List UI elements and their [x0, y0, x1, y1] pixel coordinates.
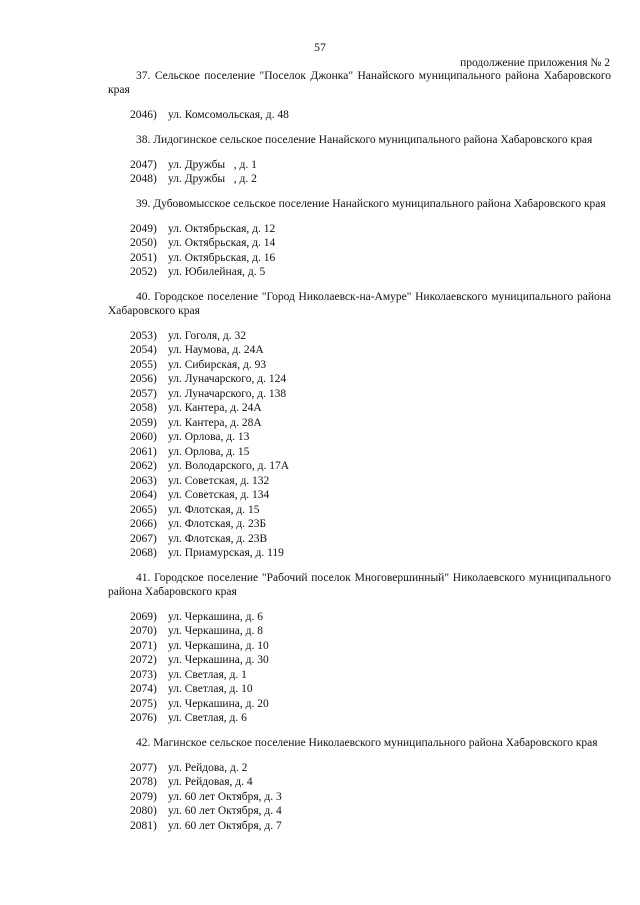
item-address: ул. Комсомольская, д. 48: [168, 109, 289, 121]
item-address: ул. Советская, д. 134: [168, 489, 270, 501]
item-number: 2078): [130, 776, 157, 788]
item-address: ул. Гоголя, д. 32: [168, 329, 247, 342]
item-number: 2051): [130, 251, 157, 264]
item-address: ул. 60 лет Октября, д. 3: [168, 790, 282, 803]
item-address: ул. 60 лет Октября, д. 4: [168, 805, 282, 817]
item-address: ул. Сибирская, д. 93: [168, 358, 267, 371]
item-address: ул. Светлая, д. 1: [168, 668, 247, 681]
section: [108, 571, 611, 726]
address-item: [108, 624, 611, 639]
address-item: [108, 265, 611, 280]
item-address: ул. Флотская, д. 23В: [168, 532, 268, 545]
address-item: [108, 775, 611, 790]
address-item: [108, 653, 611, 668]
section-heading: 40. Городское поселение "Город Николаевск-на-Амуре" Николаевского муниципального района Хабаровского края: [108, 290, 611, 317]
address-list: [108, 108, 611, 123]
item-address: ул. Флотская, д. 15: [168, 503, 260, 516]
item-address: ул. Луначарского, д. 124: [168, 373, 287, 385]
address-item: [108, 668, 611, 683]
item-address: ул. Октябрьская, д. 16: [168, 251, 276, 264]
address-item: [108, 387, 611, 402]
section-heading: 38. Лидогинское сельское поселение Нанайского муниципального района Хабаровского края: [136, 133, 593, 146]
item-address: ул. Флотская, д. 23Б: [168, 518, 267, 530]
section: [108, 290, 611, 561]
item-number: 2052): [130, 266, 157, 278]
address-item: [108, 430, 611, 445]
item-number: 2060): [130, 431, 157, 443]
item-number: 2046): [130, 109, 157, 121]
item-address: ул. Дружбы , д. 1: [168, 158, 257, 171]
item-address: ул. Рейдова, д. 2: [168, 761, 248, 774]
item-address: ул. Приамурская, д. 119: [168, 547, 284, 559]
item-number: 2066): [130, 518, 157, 530]
address-item: [108, 517, 611, 532]
address-item: [108, 488, 611, 503]
address-item: [108, 697, 611, 712]
section-heading: 42. Магинское сельское поселение Николаевского муниципального района Хабаровского края: [136, 736, 598, 749]
item-address: ул. Юбилейная, д. 5: [168, 266, 266, 278]
section: [108, 736, 611, 834]
continuation-note: продолжение приложения № 2: [460, 57, 610, 69]
address-item: [108, 172, 611, 187]
address-list: [108, 222, 611, 280]
section: [108, 133, 611, 187]
item-number: 2061): [130, 445, 157, 458]
address-item: [108, 358, 611, 373]
item-address: ул. 60 лет Октября, д. 7: [168, 819, 282, 832]
item-number: 2059): [130, 416, 157, 429]
section-heading: 39. Дубовомысское сельское поселение Нанайского муниципального района Хабаровского края: [136, 197, 606, 210]
address-list: [108, 329, 611, 561]
item-number: 2055): [130, 358, 157, 371]
item-number: 2080): [130, 805, 157, 817]
item-number: 2079): [130, 790, 157, 803]
item-address: ул. Октябрьская, д. 14: [168, 237, 276, 249]
item-address: ул. Светлая, д. 6: [168, 712, 247, 724]
item-number: 2073): [130, 668, 157, 681]
address-list: [108, 158, 611, 187]
section-heading: 41. Городское поселение "Рабочий поселок Многовершинный" Николаевского муниципального района Хабаровского края: [108, 571, 611, 598]
item-address: ул. Орлова, д. 15: [168, 445, 250, 458]
item-address: ул. Луначарского, д. 138: [168, 387, 287, 400]
item-address: ул. Светлая, д. 10: [168, 683, 253, 695]
item-address: ул. Черкашина, д. 30: [168, 654, 269, 666]
item-number: 2057): [130, 387, 157, 400]
item-number: 2048): [130, 173, 157, 185]
item-number: 2069): [130, 610, 157, 623]
item-address: ул. Володарского, д. 17А: [168, 460, 290, 472]
address-item: [108, 222, 611, 237]
address-item: [108, 639, 611, 654]
address-item: [108, 329, 611, 344]
item-address: ул. Кантера, д. 24А: [168, 402, 262, 414]
address-item: [108, 804, 611, 819]
item-number: 2071): [130, 639, 157, 652]
item-address: ул. Рейдовая, д. 4: [168, 776, 253, 788]
item-number: 2072): [130, 654, 157, 666]
item-address: ул. Орлова, д. 13: [168, 431, 250, 443]
address-item: [108, 236, 611, 251]
page-number: 57: [314, 40, 326, 54]
item-address: ул. Советская, д. 132: [168, 474, 270, 487]
address-item: [108, 372, 611, 387]
item-address: ул. Черкашина, д. 8: [168, 625, 263, 637]
item-number: 2064): [130, 489, 157, 501]
address-item: [108, 761, 611, 776]
item-number: 2063): [130, 474, 157, 487]
address-list: [108, 761, 611, 834]
document-body: [108, 69, 611, 843]
address-item: [108, 108, 611, 123]
item-number: 2068): [130, 547, 157, 559]
address-item: [108, 459, 611, 474]
address-item: [108, 682, 611, 697]
address-item: [108, 546, 611, 561]
section-heading: 37. Сельское поселение "Поселок Джонка" Нанайского муниципального района Хабаровского края: [108, 70, 611, 96]
address-list: [108, 610, 611, 726]
item-number: 2074): [130, 683, 157, 695]
item-number: 2077): [130, 761, 157, 774]
item-number: 2053): [130, 329, 157, 342]
address-item: [108, 819, 611, 834]
address-item: [108, 610, 611, 625]
address-item: [108, 401, 611, 416]
item-number: 2054): [130, 344, 157, 356]
item-number: 2058): [130, 402, 157, 414]
item-number: 2067): [130, 532, 157, 545]
item-number: 2081): [130, 819, 157, 832]
item-number: 2050): [130, 237, 157, 249]
item-address: ул. Черкашина, д. 6: [168, 610, 263, 623]
address-item: [108, 503, 611, 518]
item-number: 2062): [130, 460, 157, 472]
address-item: [108, 790, 611, 805]
address-item: [108, 416, 611, 431]
item-number: 2076): [130, 712, 157, 724]
item-address: ул. Октябрьская, д. 12: [168, 222, 276, 235]
address-item: [108, 343, 611, 358]
address-item: [108, 251, 611, 266]
item-address: ул. Черкашина, д. 20: [168, 697, 269, 710]
item-address: ул. Наумова, д. 24А: [168, 344, 264, 356]
section: [108, 69, 611, 123]
item-number: 2049): [130, 222, 157, 235]
item-address: ул. Кантера, д. 28А: [168, 416, 262, 429]
address-item: [108, 711, 611, 726]
address-item: [108, 445, 611, 460]
item-number: 2075): [130, 697, 157, 710]
item-address: ул. Черкашина, д. 10: [168, 639, 269, 652]
item-number: 2070): [130, 625, 157, 637]
item-number: 2056): [130, 373, 157, 385]
address-item: [108, 532, 611, 547]
item-number: 2047): [130, 158, 157, 171]
address-item: [108, 474, 611, 489]
item-address: ул. Дружбы , д. 2: [168, 173, 257, 185]
address-item: [108, 158, 611, 173]
item-number: 2065): [130, 503, 157, 516]
section: [108, 197, 611, 280]
